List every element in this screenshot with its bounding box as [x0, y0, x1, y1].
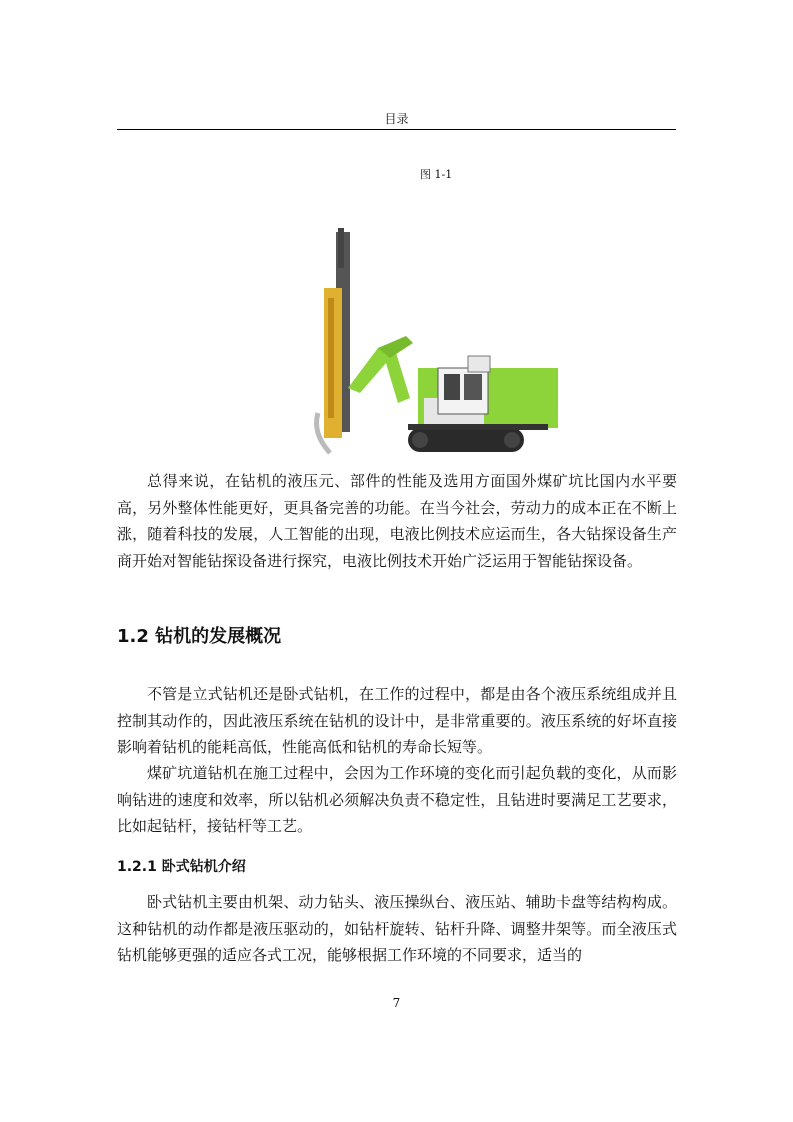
paragraph-hydraulic-system: 不管是立式钻机还是卧式钻机，在工作的过程中，都是由各个液压系统组成并且控制其动作的，因此液压系统在钻机的设计中，是非常重要的。液压系统的好坏直接影响着钻机的能耗高低，性能高低和钻机的寿命长短等。 [117, 685, 677, 756]
page-number: 7 [392, 996, 401, 1010]
drilling-rig-image [298, 228, 570, 472]
section-heading: 1.2 钻机的发展概况 [117, 626, 282, 647]
paragraph-coal-mine-drill: 煤矿坑道钻机在施工过程中，会因为工作环境的变化而引起负载的变化，从而影响钻进的速度和效率，所以钻机必须解决负责不稳定性，且钻进时要满足工艺要求，比如起钻杆，接钻杆等工艺。 [117, 764, 677, 835]
page-header: 目录 [384, 112, 409, 126]
header-rule [117, 129, 676, 130]
paragraph-summary: 总得来说，在钻机的液压元、部件的性能及选用方面国外煤矿坑比国内水平要高，另外整体性能更好，更具备完善的功能。在当今社会，劳动力的成本正在不断上涨，随着科技的发展，人工智能的出现，电液比例技术应运而生，各大钻探设备生产商开始对智能钻探设备进行探究，电液比例技术开始广泛运用于智能钻探设备。 [117, 472, 677, 570]
figure-caption: 图 1-1 [420, 168, 453, 181]
paragraph-horizontal-drill: 卧式钻机主要由机架、动力钻头、液压操纵台、液压站、辅助卡盘等结构构成。这种钻机的动作都是液压驱动的，如钻杆旋转、钻杆升降、调整井架等。而全液压式钻机能够更强的适应各式工况，能够根据工作环境的不同要求，适当的 [117, 893, 677, 964]
subsection-heading: 1.2.1 卧式钻机介绍 [117, 859, 246, 875]
